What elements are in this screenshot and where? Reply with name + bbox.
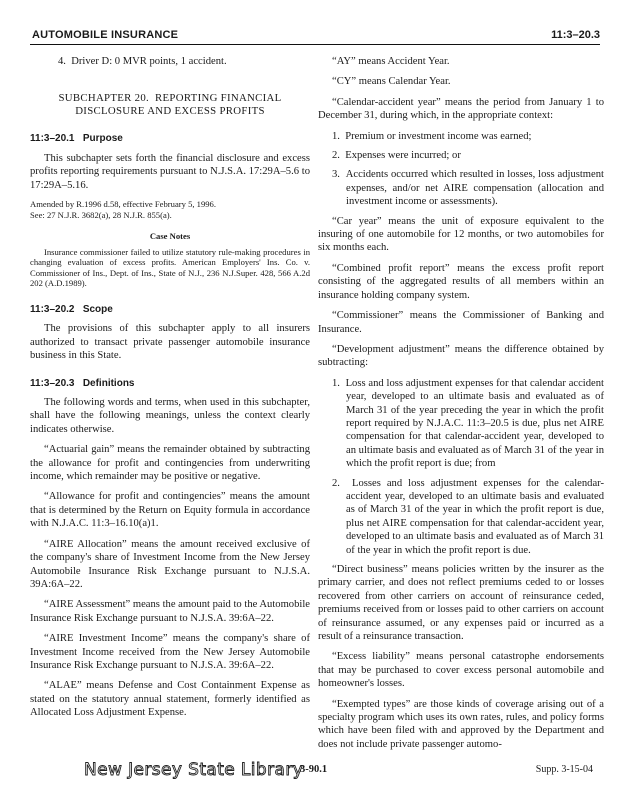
subchapter-heading-line1: SUBCHAPTER 20. REPORTING FINANCIAL (58, 92, 282, 105)
case-notes-body: Insurance commissioner failed to utilize statutory rule-making procedures in changing evaluation of excess profits. American Employers' Ins. Co. v. Commissioner of Ins., Dept. of Ins., State of N.J., 236 N.J.Super. 428, 566 A.2d 202 (A.D.1989). (30, 246, 310, 289)
definition-actuarial-gain: “Actuarial gain” means the remainder obtained by subtracting the allowance for profit and contingencies from underwriting income, which remainder may be positive or negative. (30, 444, 310, 483)
development-adjustment-item-1: 1. Loss and loss adjustment expenses for that calendar accident year, developed to an ultimate basis and evaluated as of March 31 of the year preceding the year in which the profit report required by N.J.A.C. 11:3–20.5 is due, plus net AIRE compensation for that calendar-accident year, developed to an ultimate basis and evaluated as of March 31 of the year in which the profit report is due; from (332, 377, 604, 470)
definitions-intro: The following words and terms, when used in this subchapter, shall have the following meanings, unless the context clearly indicates otherwise. (30, 397, 310, 435)
section-purpose-body: This subchapter sets forth the financial disclosure and excess profits reporting requirements pursuant to N.J.S.A. 17:29A–5.6 to 17:29A–5.16. (30, 152, 310, 191)
see-reference-line: See: 27 N.J.R. 3682(a), 28 N.J.R. 855(a). (30, 209, 172, 220)
definition-ay: “AY” means Accident Year. (332, 56, 450, 67)
definition-allowance-profit: “Allowance for profit and contingencies” means the amount that is determined by the Return on Equity formula in accordance with N.J.A.C. 11:3–16.10(a)1. (30, 491, 310, 530)
definition-exempted-types: “Exempted types” are those kinds of coverage arising out of a specialty program which uses its own rates, rules, and policy forms which have been filed with and approved by the Department and does not include private passenger automo- (318, 698, 604, 750)
running-header (30, 28, 600, 45)
definition-cy: “CY” means Calendar Year. (332, 76, 451, 88)
supplement-date: Supp. 3-15-04 (535, 764, 593, 775)
amendment-note (30, 199, 310, 220)
definition-alae: “ALAE” means Defense and Cost Containment Expense as stated on the statutory annual statement, formerly identified as Allocated Loss Adjustment Expense. (30, 680, 310, 719)
amendment-line: Amended by R.1996 d.58, effective February 5, 1996. (30, 199, 216, 210)
left-column (30, 55, 310, 727)
definition-aire-allocation: “AIRE Allocation” means the amount received exclusive of the company's share of Investment Income from the New Jersey Automobile Insurance Risk Exchange pursuant to N.J.S.A. 39A:6A–22. (30, 538, 310, 590)
subchapter-heading-line2: DISCLOSURE AND EXCESS PROFITS (75, 105, 265, 118)
section-definitions-heading: 11:3–20.3 Definitions (30, 377, 135, 389)
definition-aire-investment-income: “AIRE Investment Income” means the company's share of Investment Income received from the New Jersey Automobile Insurance Risk Exchange pursuant to N.J.S.A. 39:6A–22. (30, 633, 310, 671)
header-title: AUTOMOBILE INSURANCE (32, 29, 179, 41)
calendar-accident-year-item-3: 3. Accidents occurred which resulted in losses, loss adjustment expenses, and/or net AIRE compensation (allocation and investment income or assessments). (332, 169, 604, 208)
definition-calendar-accident-year: “Calendar-accident year” means the period from January 1 to December 31, during which, in the appropriate context: (318, 96, 604, 122)
definition-car-year: “Car year” means the unit of exposure equivalent to the insuring of one automobile for 12 months, or two automobiles for six months each. (318, 215, 604, 254)
library-watermark-logo: New Jersey State Library (84, 760, 304, 780)
right-column (318, 55, 604, 758)
case-notes-heading: Case Notes (149, 231, 191, 242)
driver-d-item: 4. Driver D: 0 MVR points, 1 accident. (58, 56, 227, 67)
definition-direct-business: “Direct business” means policies written by the insurer as the primary carrier, and does not reflect premiums ceded to or losses recovered from other carriers on account of reinsurance ceded, premiums received from or losses paid to other carriers on account of reinsurance assumed, or any expenses paid or incurred as a result of a reinsurance transaction. (318, 564, 604, 643)
section-scope-heading: 11:3–20.2 Scope (30, 304, 113, 315)
definition-excess-liability: “Excess liability” means personal catastrophe endorsements that may be purchased to cover excess personal automobile and homeowner's losses. (318, 651, 604, 690)
section-scope-body: The provisions of this subchapter apply to all insurers authorized to transact private passenger automobile insurance business in this State. (30, 323, 310, 362)
definition-combined-profit-report: “Combined profit report” means the excess profit report consisting of the aggregated results of all members within an insurance holding company system. (318, 262, 604, 301)
development-adjustment-item-2: 2. Losses and loss adjustment expenses for the calendar-accident year, developed to an ultimate basis and evaluated as of March 31 of the year in which the profit report is due, plus net AIRE compensation for that calendar-accident year, developed to an ultimate basis and evaluated as of March 31 of the year in which the profit report is due. (332, 477, 604, 556)
calendar-accident-year-item-2: 2. Expenses were incurred; or (332, 150, 461, 162)
section-purpose-heading: 11:3–20.1 Purpose (30, 133, 123, 145)
calendar-accident-year-item-1: 1. Premium or investment income was earned; (332, 130, 532, 142)
page-number: 3-90.1 (300, 764, 328, 775)
definition-commissioner: “Commissioner” means the Commissioner of Banking and Insurance. (318, 310, 604, 335)
definition-aire-assessment: “AIRE Assessment” means the amount paid to the Automobile Insurance Risk Exchange pursuant to N.J.S.A. 39:6A–22. (30, 599, 310, 624)
definition-development-adjustment: “Development adjustment” means the difference obtained by subtracting: (318, 343, 604, 369)
page-footer (0, 760, 625, 784)
subchapter-heading (30, 92, 310, 118)
header-section-number: 11:3–20.3 (551, 29, 600, 41)
